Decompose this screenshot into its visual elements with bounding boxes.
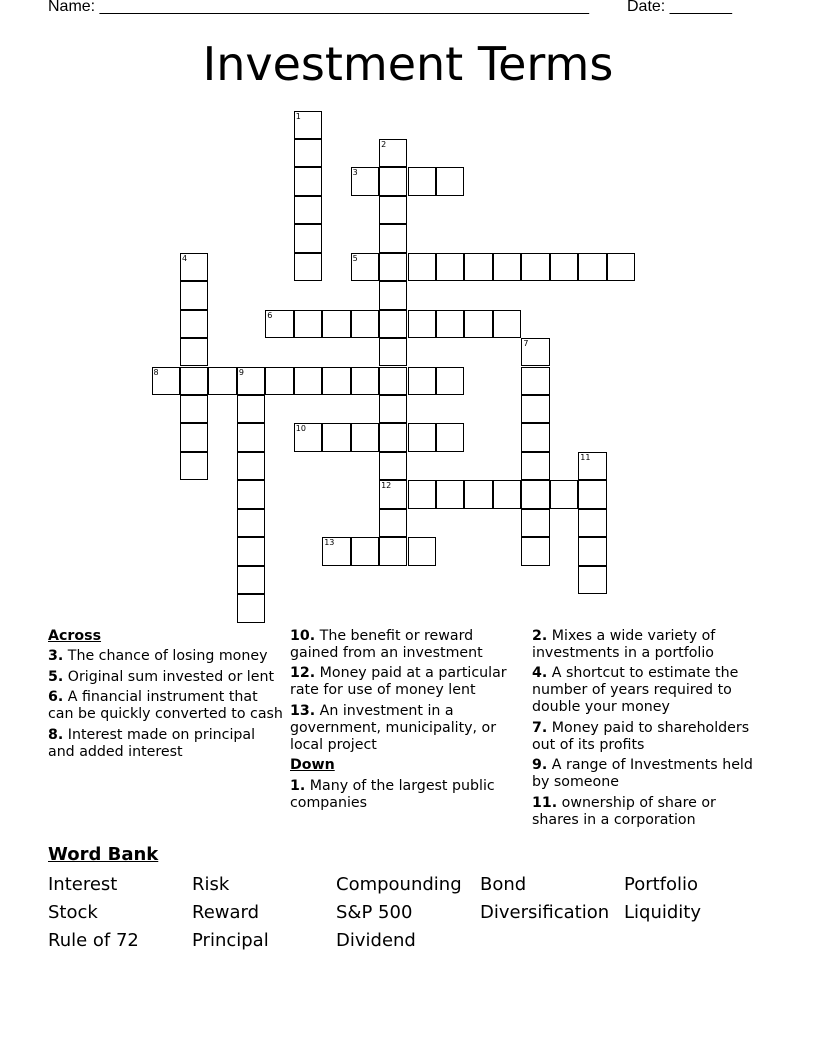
grid-cell[interactable] — [379, 139, 407, 167]
grid-cell[interactable] — [493, 253, 521, 281]
grid-cell[interactable] — [294, 253, 322, 281]
grid-cell[interactable] — [379, 196, 407, 224]
grid-cell[interactable] — [294, 111, 322, 139]
grid-cell[interactable] — [493, 480, 521, 508]
clue-across-13: 13. An investment in a government, municipality, or local project — [290, 702, 497, 753]
word-bank-item: Bond — [480, 874, 527, 895]
grid-cell[interactable] — [379, 395, 407, 423]
grid-cell[interactable] — [521, 253, 549, 281]
grid-cell[interactable] — [578, 253, 606, 281]
grid-cell[interactable] — [436, 253, 464, 281]
grid-cell[interactable] — [578, 537, 606, 565]
grid-cell[interactable] — [180, 253, 208, 281]
name-field-label: Name: _______________________________________________________ — [48, 0, 589, 15]
grid-cell[interactable] — [379, 367, 407, 395]
down-heading: Down — [290, 757, 335, 774]
clue-across-8: 8. Interest made on principal and added interest — [48, 726, 256, 760]
grid-cell[interactable] — [578, 452, 606, 480]
word-bank-item: Liquidity — [624, 902, 702, 923]
grid-cell[interactable] — [521, 480, 549, 508]
grid-cell[interactable] — [294, 167, 322, 195]
grid-cell[interactable] — [607, 253, 635, 281]
grid-cell[interactable] — [180, 338, 208, 366]
grid-cell[interactable] — [578, 566, 606, 594]
grid-cell[interactable] — [379, 281, 407, 309]
grid-cell[interactable] — [521, 338, 549, 366]
grid-cell[interactable] — [550, 480, 578, 508]
grid-cell[interactable] — [180, 281, 208, 309]
clue-number: 11 — [580, 452, 591, 462]
clue-down-9: 9. A range of Investments held by someone — [532, 757, 753, 791]
word-bank-item: Risk — [192, 874, 230, 895]
grid-cell[interactable] — [322, 367, 350, 395]
grid-cell[interactable] — [237, 594, 265, 622]
grid-cell[interactable] — [408, 310, 436, 338]
grid-cell[interactable] — [294, 139, 322, 167]
grid-cell[interactable] — [265, 310, 293, 338]
grid-cell[interactable] — [436, 480, 464, 508]
grid-cell[interactable] — [351, 167, 379, 195]
clue-number: 9 — [238, 367, 244, 377]
clue-number: 6 — [267, 310, 273, 320]
clue-number: 1 — [295, 111, 301, 121]
grid-cell[interactable] — [237, 395, 265, 423]
grid-cell[interactable] — [294, 367, 322, 395]
grid-cell[interactable] — [237, 452, 265, 480]
clue-down-7: 7. Money paid to shareholders out of its profits — [532, 719, 750, 753]
grid-cell[interactable] — [436, 423, 464, 451]
grid-cell[interactable] — [180, 367, 208, 395]
word-bank-item: Reward — [192, 902, 260, 923]
grid-cell[interactable] — [521, 537, 549, 565]
grid-cell[interactable] — [351, 367, 379, 395]
grid-cell[interactable] — [351, 423, 379, 451]
grid-cell[interactable] — [265, 367, 293, 395]
grid-cell[interactable] — [379, 452, 407, 480]
grid-cell[interactable] — [379, 224, 407, 252]
grid-cell[interactable] — [408, 167, 436, 195]
clue-number: 5 — [352, 253, 358, 263]
clue-number: 10 — [295, 424, 306, 434]
grid-cell[interactable] — [521, 395, 549, 423]
grid-cell[interactable] — [408, 367, 436, 395]
grid-cell[interactable] — [379, 167, 407, 195]
grid-cell[interactable] — [436, 310, 464, 338]
grid-cell[interactable] — [208, 367, 236, 395]
clue-across-6: 6. A financial instrument that can be quickly converted to cash — [48, 689, 283, 723]
grid-cell[interactable] — [379, 338, 407, 366]
grid-cell[interactable] — [408, 253, 436, 281]
grid-cell[interactable] — [237, 367, 265, 395]
word-bank-item: Interest — [48, 874, 118, 895]
word-bank-item: Stock — [48, 902, 98, 923]
grid-cell[interactable] — [322, 310, 350, 338]
clue-down-4: 4. A shortcut to estimate the number of years required to double your money — [532, 665, 739, 716]
clue-across-12: 12. Money paid at a particular rate for use of money lent — [290, 665, 507, 699]
clue-number: 2 — [381, 139, 387, 149]
grid-cell[interactable] — [152, 367, 180, 395]
word-bank-item: Portfolio — [624, 874, 699, 895]
date-field-label: Date: _______ — [627, 0, 732, 15]
grid-cell[interactable] — [464, 310, 492, 338]
grid-cell[interactable] — [322, 537, 350, 565]
clue-number: 12 — [381, 481, 392, 491]
grid-cell[interactable] — [180, 395, 208, 423]
clues-column-2 — [290, 628, 525, 815]
grid-cell[interactable] — [521, 367, 549, 395]
grid-cell[interactable] — [237, 480, 265, 508]
grid-cell[interactable] — [322, 423, 350, 451]
grid-cell[interactable] — [379, 310, 407, 338]
word-bank-item: Compounding — [336, 874, 462, 895]
grid-cell[interactable] — [464, 253, 492, 281]
grid-cell[interactable] — [351, 537, 379, 565]
grid-cell[interactable] — [294, 310, 322, 338]
clues-column-1 — [48, 628, 283, 764]
word-bank-title: Word Bank — [48, 844, 159, 865]
grid-cell[interactable] — [379, 480, 407, 508]
grid-cell[interactable] — [379, 253, 407, 281]
word-bank-item: S&P 500 — [336, 902, 413, 923]
grid-cell[interactable] — [237, 537, 265, 565]
grid-cell[interactable] — [237, 423, 265, 451]
grid-cell[interactable] — [294, 423, 322, 451]
grid-cell[interactable] — [379, 509, 407, 537]
clue-number: 3 — [352, 168, 358, 178]
grid-cell[interactable] — [180, 452, 208, 480]
grid-cell[interactable] — [408, 537, 436, 565]
grid-cell[interactable] — [464, 480, 492, 508]
clue-across-3: 3. The chance of losing money — [48, 648, 268, 665]
grid-cell[interactable] — [237, 566, 265, 594]
clue-number: 7 — [523, 339, 529, 349]
grid-cell[interactable] — [180, 310, 208, 338]
grid-cell[interactable] — [493, 310, 521, 338]
page-title: Investment Terms — [202, 37, 614, 91]
grid-cell[interactable] — [408, 423, 436, 451]
grid-cell[interactable] — [351, 253, 379, 281]
grid-cell[interactable] — [578, 480, 606, 508]
word-bank-item: Rule of 72 — [48, 930, 139, 951]
grid-cell[interactable] — [578, 509, 606, 537]
clue-across-5: 5. Original sum invested or lent — [48, 668, 275, 685]
clue-number: 4 — [181, 253, 188, 263]
clue-across-10: 10. The benefit or reward gained from an investment — [290, 628, 483, 661]
grid-cell[interactable] — [294, 196, 322, 224]
grid-cell[interactable] — [351, 310, 379, 338]
clue-number: 13 — [324, 538, 335, 548]
word-bank-item: Diversification — [480, 902, 610, 923]
grid-cell[interactable] — [237, 509, 265, 537]
clue-number: 8 — [153, 367, 159, 377]
clue-down-1: 1. Many of the largest public companies — [290, 777, 495, 811]
grid-cell[interactable] — [521, 423, 549, 451]
across-heading: Across — [48, 628, 102, 644]
grid-cell[interactable] — [436, 167, 464, 195]
clue-down-2: 2. Mixes a wide variety of investments in a portfolio — [532, 628, 716, 661]
word-bank-item: Principal — [192, 930, 269, 951]
word-bank-item: Dividend — [336, 930, 416, 951]
grid-cell[interactable] — [294, 224, 322, 252]
grid-cell[interactable] — [379, 423, 407, 451]
grid-cell[interactable] — [550, 253, 578, 281]
grid-cell[interactable] — [180, 423, 208, 451]
grid-cell[interactable] — [521, 509, 549, 537]
clue-down-11: 11. ownership of share or shares in a corporation — [532, 794, 716, 828]
grid-cell[interactable] — [521, 452, 549, 480]
clues-column-3 — [532, 628, 767, 832]
grid-cell[interactable] — [436, 367, 464, 395]
grid-cell[interactable] — [379, 537, 407, 565]
grid-cell[interactable] — [408, 480, 436, 508]
